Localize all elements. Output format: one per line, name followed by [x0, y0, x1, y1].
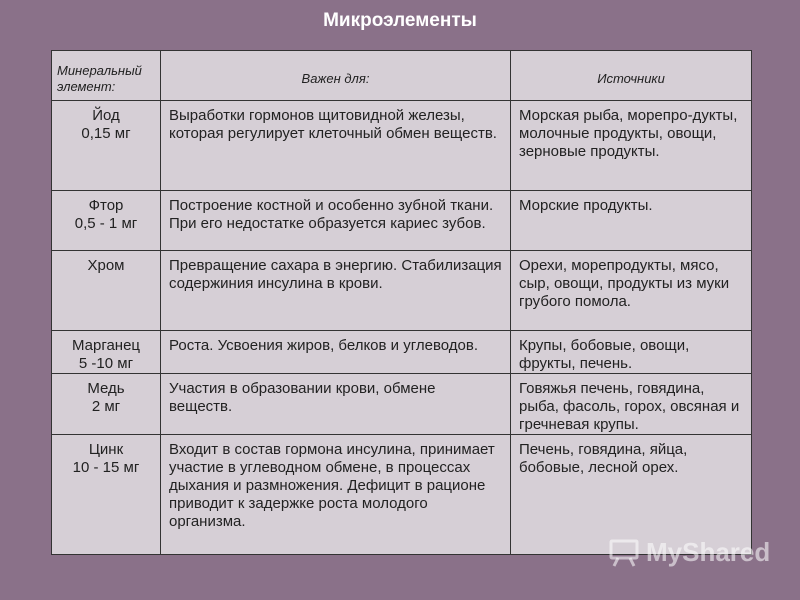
important-cell: Превращение сахара в энергию. Стабилизация содержиния инсулина в крови.: [161, 251, 511, 331]
mineral-cell: [52, 191, 161, 251]
mineral-dose: 0,5 - 1 мг: [74, 215, 138, 232]
table-row: [52, 331, 752, 374]
header-mineral: Минеральный элемент:: [52, 51, 161, 101]
microelements-table: [51, 50, 752, 555]
mineral-cell: [52, 435, 161, 555]
table-row: [52, 191, 752, 251]
mineral-name: Йод: [92, 107, 120, 124]
table-row: [52, 251, 752, 331]
mineral-cell: [52, 251, 161, 331]
mineral-cell: [52, 374, 161, 435]
important-cell: Входит в состав гормона инсулина, принимает участие в углеводном обмене, в процессах дыхания и размножения. Дефицит в рационе приводит к задержке роста молодого организма.: [161, 435, 511, 555]
mineral-name: Хром: [87, 257, 125, 274]
sources-cell: Орехи, морепродукты, мясо, сыр, овощи, продукты из муки грубого помола.: [511, 251, 752, 331]
mineral-dose: 0,15 мг: [81, 125, 131, 142]
important-cell: Построение костной и особенно зубной ткани. При его недостатке образуется кариес зубов.: [161, 191, 511, 251]
presentation-board-icon: [608, 538, 642, 568]
mineral-name: Медь: [87, 380, 125, 397]
sources-cell: Морская рыба, морепро-дукты, молочные продукты, овощи, зерновые продукты.: [511, 101, 752, 191]
sources-cell: Печень, говядина, яйца, бобовые, лесной орех.: [511, 435, 752, 555]
sources-cell: Морские продукты.: [511, 191, 752, 251]
important-cell: Выработки гормонов щитовидной железы, которая регулирует клеточный обмен веществ.: [161, 101, 511, 191]
important-cell: Роста. Усвоения жиров, белков и углеводов.: [161, 331, 511, 374]
table-row: [52, 101, 752, 191]
watermark-text: MyShared: [646, 537, 771, 567]
mineral-dose: 2 мг: [91, 398, 121, 415]
header-important: Важен для:: [161, 51, 511, 101]
page-title: Микроэлементы: [323, 10, 477, 31]
mineral-dose: 5 -10 мг: [78, 355, 134, 372]
mineral-cell: [52, 101, 161, 191]
sources-cell: Крупы, бобовые, овощи, фрукты, печень.: [511, 331, 752, 374]
mineral-name: Фтор: [88, 197, 124, 214]
table-header-row: [52, 51, 752, 101]
mineral-name: Цинк: [88, 441, 124, 458]
table-row: [52, 374, 752, 435]
mineral-cell: [52, 331, 161, 374]
mineral-name: Марганец: [71, 337, 141, 354]
mineral-dose: 10 - 15 мг: [72, 459, 140, 476]
watermark: [608, 537, 770, 568]
important-cell: Участия в образовании крови, обмене веществ.: [161, 374, 511, 435]
header-sources: Источники: [511, 51, 752, 101]
sources-cell: Говяжья печень, говядина, рыба, фасоль, горох, овсяная и гречневая крупы.: [511, 374, 752, 435]
